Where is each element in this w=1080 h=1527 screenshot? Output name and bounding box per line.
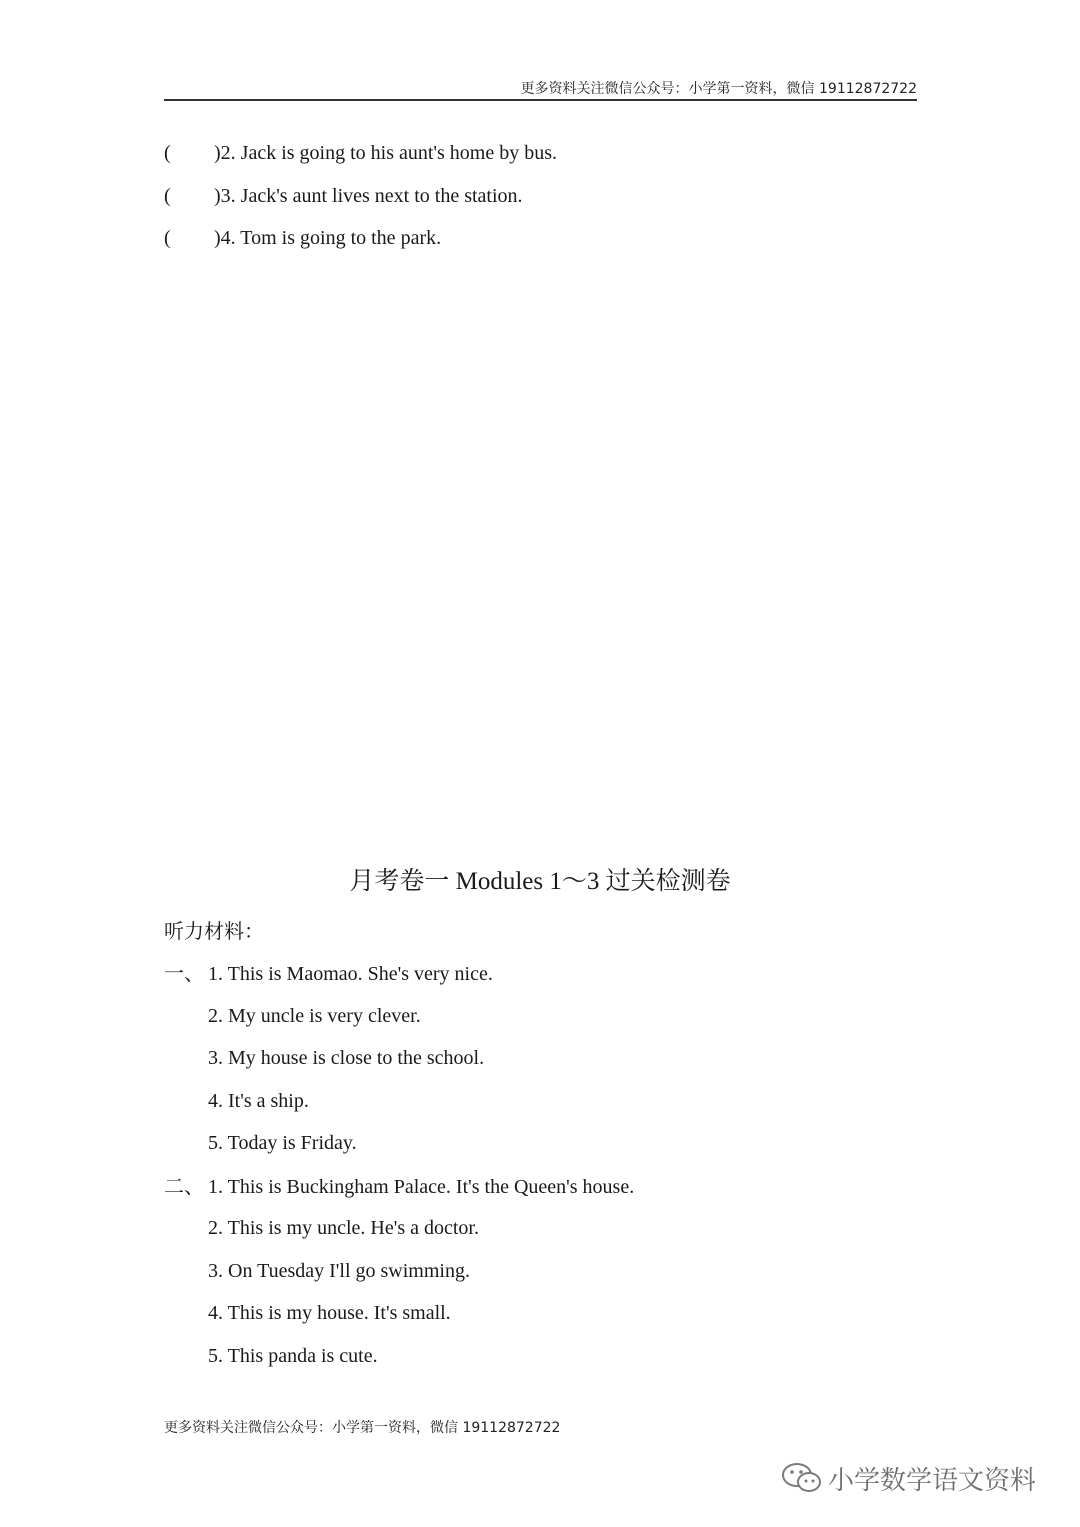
item-text: 3. My house is close to the school. [208, 1047, 485, 1069]
item-text: 2. My uncle is very clever. [208, 1004, 421, 1027]
section-marker: 一、 [164, 961, 204, 985]
list-item [164, 1256, 634, 1299]
list-item [164, 1001, 634, 1044]
list-item [164, 138, 557, 181]
item-text: 4. This is my house. It's small. [208, 1302, 451, 1324]
list-item [164, 1171, 634, 1214]
page-header: 更多资料关注微信公众号：小学第一资料，微信 19112872722 [520, 81, 917, 97]
item-text: 3. On Tuesday I'll go swimming. [208, 1259, 470, 1282]
title-part-cn: 月考卷一 [349, 868, 456, 895]
item-text: )2. Jack is going to his aunt's home by bus. [214, 142, 558, 164]
list-item [164, 1086, 634, 1129]
list-item [164, 223, 557, 266]
item-text: 1. This is Maomao. She's very nice. [208, 963, 493, 985]
exam-title [0, 865, 1080, 899]
item-text: 2. This is my uncle. He's a doctor. [208, 1217, 479, 1239]
section-marker: 二、 [164, 1173, 204, 1198]
list-item [164, 1298, 634, 1341]
item-text: 5. This panda is cute. [208, 1344, 378, 1367]
list-item [164, 1043, 634, 1086]
item-text: )4. Tom is going to the park. [214, 227, 442, 249]
list-item [164, 1213, 634, 1256]
answer-bracket: ( [164, 227, 171, 249]
watermark [780, 1458, 1070, 1498]
watermark-text: 小学数学语文资料 [828, 1465, 1037, 1496]
list-item [164, 181, 557, 224]
title-part-cn-suffix: 过关检测卷 [599, 868, 731, 895]
wechat-icon [780, 1461, 824, 1495]
list-item [164, 1128, 634, 1171]
answer-bracket: ( [164, 184, 171, 207]
listening-label: 听力材料： [164, 919, 264, 943]
list-item [164, 958, 634, 1001]
item-text: 5. Today is Friday. [208, 1132, 357, 1154]
list-item [164, 1341, 634, 1384]
true-false-list [164, 138, 557, 266]
answer-bracket: ( [164, 142, 171, 164]
listening-sections [164, 958, 634, 1383]
item-text: )3. Jack's aunt lives next to the station. [214, 184, 523, 207]
item-text: 4. It's a ship. [208, 1089, 309, 1112]
item-text: 1. This is Buckingham Palace. It's the Queen's house. [208, 1175, 635, 1198]
page-footer: 更多资料关注微信公众号：小学第一资料，微信 19112872722 [164, 1420, 561, 1436]
header-divider [164, 99, 917, 101]
title-part-latin: Modules 1～3 [455, 868, 600, 895]
